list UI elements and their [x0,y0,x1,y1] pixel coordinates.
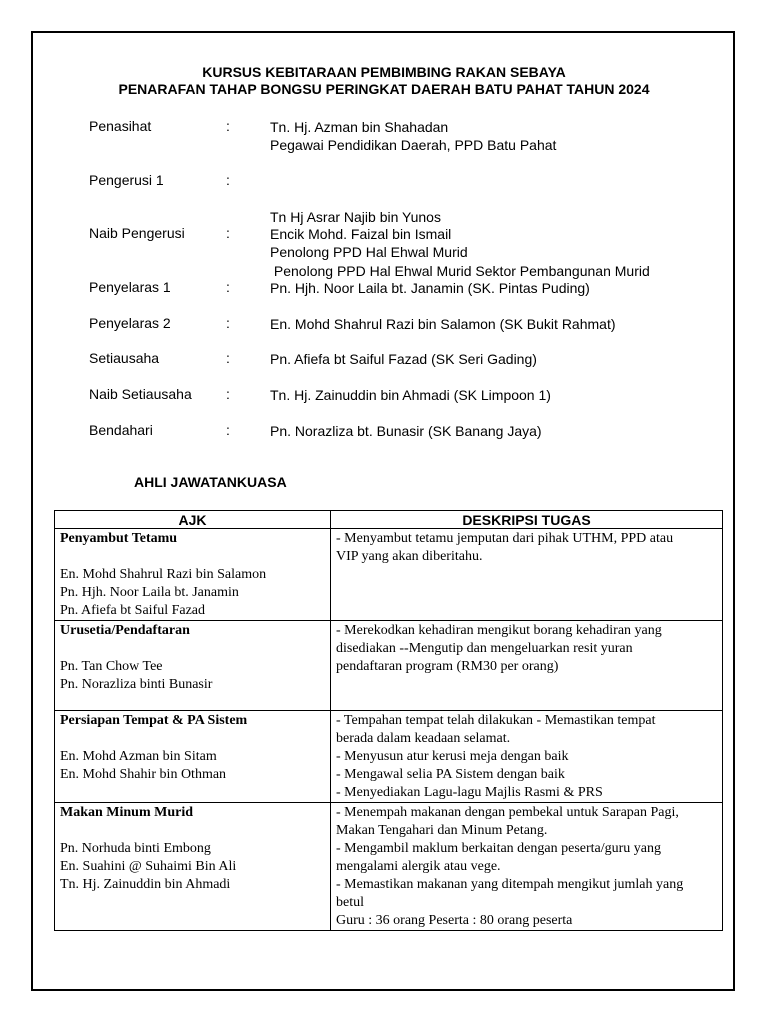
org-names [270,225,468,261]
org-names [270,118,556,154]
duty-line: - Menyediakan Lagu-lagu Majlis Rasmi & PRS [336,785,603,800]
duty-line: Makan Tengahari dan Minum Petang. [336,823,548,838]
org-role: Penasihat [89,118,152,134]
document-title-line-1: KURSUS KEBITARAAN PEMBIMBING RAKAN SEBAYA [202,64,566,80]
org-name-line: Pn. Afiefa bt Saiful Fazad (SK Seri Gading) [270,351,537,367]
table-row [55,529,723,621]
duty-cell [331,711,723,803]
member-name: En. Suahini @ Suhaimi Bin Ali [60,859,237,874]
org-role: Penyelaras 2 [89,315,171,331]
duty-line: - Memastikan makanan yang ditempah mengikut jumlah yang [336,877,684,892]
org-colon: : [226,279,230,295]
org-role: Naib Pengerusi [89,225,185,241]
column-header-deskripsi: DESKRIPSI TUGAS [331,511,723,529]
ajk-cell [55,529,331,621]
org-role: Bendahari [89,422,153,438]
table-row [55,711,723,803]
duty-line: berada dalam keadaan selamat. [336,731,511,746]
org-name-line: Pn. Norazliza bt. Bunasir (SK Banang Jaya) [270,423,542,439]
duty-line: VIP yang akan diberitahu. [336,549,483,564]
duty-line: - Merekodkan kehadiran mengikut borang kehadiran yang [336,623,662,638]
duty-line: mengalami alergik atau vege. [336,859,501,874]
duty-line: disediakan --Mengutip dan mengeluarkan resit yuran [336,641,633,656]
org-role: Penyelaras 1 [89,279,171,295]
member-name: Pn. Hjh. Noor Laila bt. Janamin [60,585,239,600]
org-colon: : [226,118,230,134]
org-names [270,386,551,404]
duty-cell [331,529,723,621]
member-name: Tn. Hj. Zainuddin bin Ahmadi [60,877,231,892]
org-name-line: Pegawai Pendidikan Daerah, PPD Batu Pahat [270,137,557,153]
committee-title: Penyambut Tetamu [60,531,178,546]
duty-line: Guru : 36 orang Peserta : 80 orang peserta [336,913,573,928]
member-name: Pn. Norhuda binti Embong [60,841,211,856]
org-colon: : [226,350,230,366]
org-names [270,315,616,333]
duty-line: betul [336,895,364,910]
duty-line: - Mengawal selia PA Sistem dengan baik [336,767,565,782]
org-colon: : [226,225,230,241]
ajk-cell [55,711,331,803]
member-name: Pn. Tan Chow Tee [60,659,163,674]
duty-line: - Menyambut tetamu jemputan dari pihak UTHM, PPD atau [336,531,674,546]
duty-line: - Mengambil maklum berkaitan dengan peserta/guru yang [336,841,662,856]
org-name-line: Tn. Hj. Zainuddin bin Ahmadi (SK Limpoon 1) [270,387,551,403]
org-colon: : [226,386,230,402]
member-name: En. Mohd Shahrul Razi bin Salamon [60,567,267,582]
org-name-line: Pn. Hjh. Noor Laila bt. Janamin (SK. Pintas Puding) [270,280,590,296]
committee-title: Makan Minum Murid [60,805,194,820]
org-role: Pengerusi 1 [89,172,164,188]
org-role: Setiausaha [89,350,160,366]
org-colon: : [226,172,230,188]
table-row [55,621,723,711]
ajk-cell [55,621,331,711]
member-name: En. Mohd Shahir bin Othman [60,767,227,782]
table-row [55,803,723,931]
member-name: En. Mohd Azman bin Sitam [60,749,217,764]
org-name-line: Encik Mohd. Faizal bin Ismail [270,226,452,242]
committee-title: Urusetia/Pendaftaran [60,623,190,638]
duty-line: - Tempahan tempat telah dilakukan - Memastikan tempat [336,713,656,728]
org-colon: : [226,422,230,438]
ajk-cell [55,803,331,931]
committee-title: Persiapan Tempat & PA Sistem [60,713,248,728]
duty-line: pendaftaran program (RM30 per orang) [336,659,559,674]
org-colon: : [226,315,230,331]
org-name-line: Penolong PPD Hal Ehwal Murid Sektor Pembangunan Murid [270,263,650,279]
duty-line: - Menempah makanan dengan pembekal untuk Sarapan Pagi, [336,805,679,820]
member-name: Pn. Afiefa bt Saiful Fazad [60,603,206,618]
org-name-line: En. Mohd Shahrul Razi bin Salamon (SK Bukit Rahmat) [270,316,616,332]
section-title: AHLI JAWATANKUASA [134,474,287,490]
table-header-row [55,511,723,529]
org-names [270,279,590,297]
duty-line: - Menyusun atur kerusi meja dengan baik [336,749,569,764]
org-name-line: Tn Hj Asrar Najib bin Yunos [270,209,441,225]
org-name-line: Tn. Hj. Azman bin Shahadan [270,119,449,135]
document-title-line-2: PENARAFAN TAHAP BONGSU PERINGKAT DAERAH BATU PAHAT TAHUN 2024 [118,81,650,97]
duty-cell [331,803,723,931]
duty-cell [331,621,723,711]
org-role: Naib Setiausaha [89,386,192,402]
column-header-ajk: AJK [55,511,331,529]
org-name-line: Penolong PPD Hal Ehwal Murid [270,244,468,260]
committee-table [54,510,723,931]
org-names [270,422,542,440]
org-names [270,350,537,368]
member-name: Pn. Norazliza binti Bunasir [60,677,213,692]
